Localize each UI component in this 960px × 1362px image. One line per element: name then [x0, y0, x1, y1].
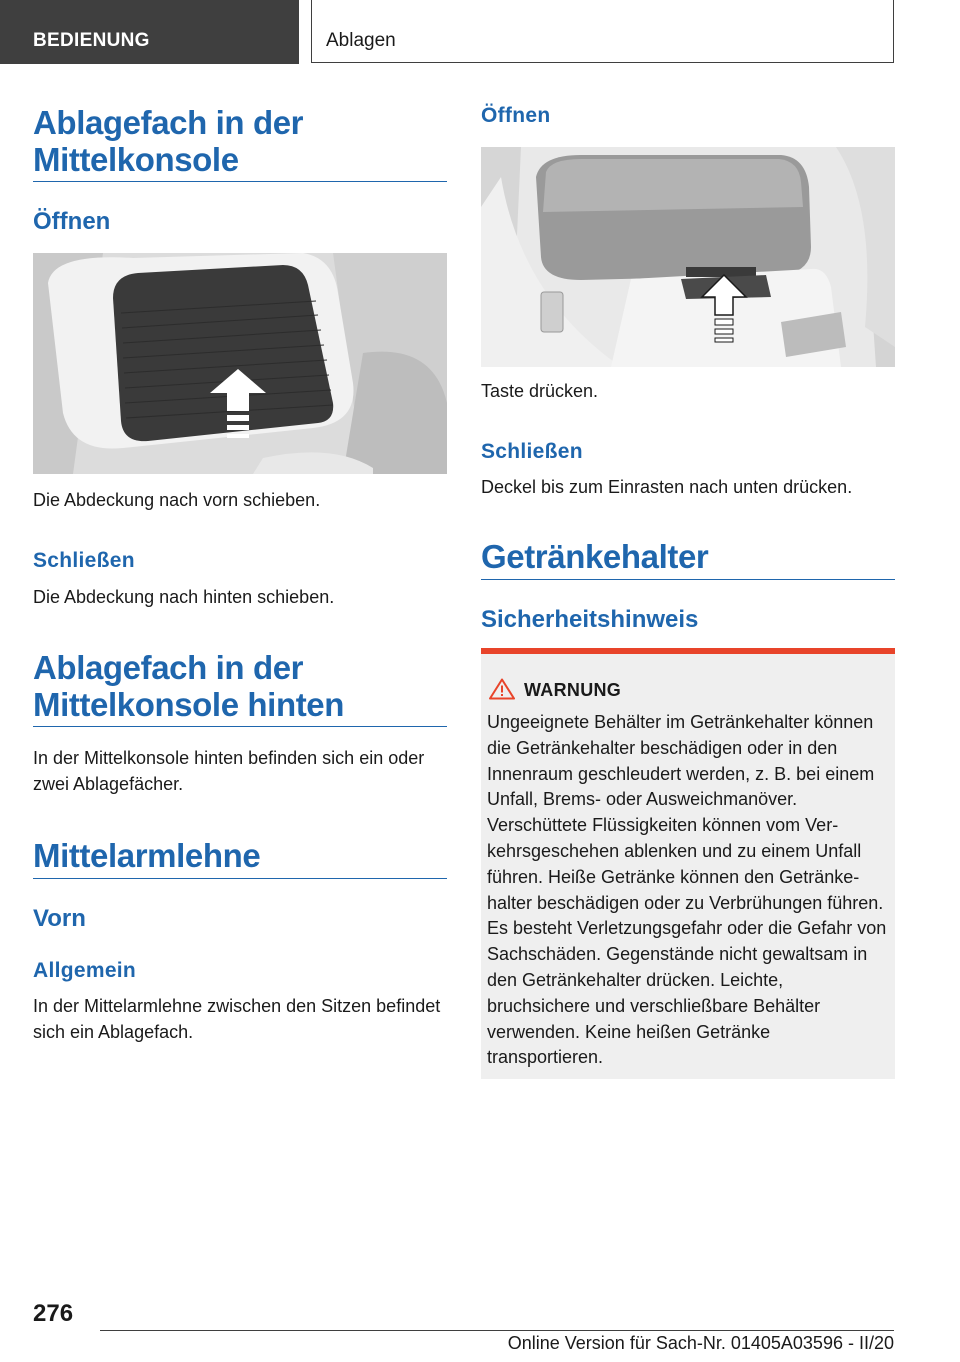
allgemein-heading: Allgemein: [33, 959, 137, 982]
section-title-getraenkehalter: [481, 538, 895, 575]
section-title-ablagefach: [33, 104, 447, 178]
allgemein-text: In der Mittelarmlehne zwischen den Sitzen befindet sich ein Ablagefach.: [33, 996, 441, 1042]
subheading-sicherheitshinweis: [481, 606, 698, 634]
chapter-label: Ablagen: [326, 30, 396, 51]
subheading-schliessen-left: [33, 549, 135, 573]
footer-rule: [100, 1330, 894, 1331]
subheading-allgemein: [33, 959, 136, 983]
heading-rule: [33, 181, 447, 182]
oeffnen-heading: Öffnen: [33, 208, 111, 235]
sicherheitshinweis-heading: Sicherheitshinweis: [481, 606, 699, 633]
page-number: 276: [33, 1300, 74, 1327]
section-label: BEDIENUNG: [33, 30, 150, 51]
armrest-image: [481, 147, 895, 367]
oeffnen-heading: Öffnen: [481, 104, 551, 127]
vorn-heading: Vorn: [33, 905, 86, 932]
console-cover-image: [33, 253, 447, 474]
warning-triangle-icon: [489, 678, 515, 705]
heading-getraenkehalter: Getränkehalter: [481, 538, 709, 575]
heading-ablagefach: Ablagefach in der Mittelkonsole: [33, 104, 304, 178]
heading-rule: [33, 726, 447, 727]
online-version-text: Online Version für Sach-Nr. 01405A03596 - II/20: [507, 1333, 894, 1353]
heading-rule: [481, 579, 895, 580]
subheading-oeffnen-left: [33, 208, 110, 236]
warning-text: Ungeeignete Behälter im Getränkehalter können die Getränkehalter beschädigen oder in den Innenraum geschleudert werden, z. B. bei einem Unfall, Brems- oder Ausweichmanöver. Verschüttete Flüssigkeiten können vom Verkehrsgeschehen ablenken und zu einem Unfall führen. Heiße Getränke können den Getränkehalter beschädigen oder zu Verbrühungen führen. Es besteht Verletzungsgefahr oder die Gefahr von Sachschäden. Gegenstände nicht gewaltsam in den Getränkehalter drücken. Leichte, bruchsichere und verschließbare Behälter verwenden. Keine heißen Getränke transportieren.: [487, 712, 887, 1068]
oeffnen-text-left: Die Abdeckung nach vorn schieben.: [33, 490, 321, 510]
heading-rule: [33, 878, 447, 879]
header-section-tab: [0, 0, 299, 64]
schliessen-heading: Schließen: [33, 549, 135, 572]
oeffnen-text-right: Taste drücken.: [481, 381, 599, 401]
schliessen-text-left: Die Abdeckung nach hinten schieben.: [33, 587, 335, 607]
heading-mittelarmlehne: Mittelarmlehne: [33, 837, 261, 874]
schliessen-heading: Schließen: [481, 440, 583, 463]
header-chapter-box: [311, 0, 894, 63]
subheading-schliessen-right: [481, 440, 583, 464]
warning-box: [481, 648, 895, 1079]
section-title-ablagefach-hinten: [33, 649, 447, 723]
section-title-mittelarmlehne: [33, 837, 447, 874]
hinten-text: In der Mittelkonsole hinten befinden sich ein oder zwei Ablagefächer.: [33, 748, 425, 794]
heading-ablagefach-hinten: Ablagefach in der Mittelkonsole hinten: [33, 649, 345, 723]
schliessen-text-right: Deckel bis zum Einrasten nach unten drücken.: [481, 477, 853, 497]
subheading-vorn: [33, 905, 86, 933]
warning-title: WARNUNG: [524, 680, 622, 700]
subheading-oeffnen-right: [481, 104, 550, 128]
